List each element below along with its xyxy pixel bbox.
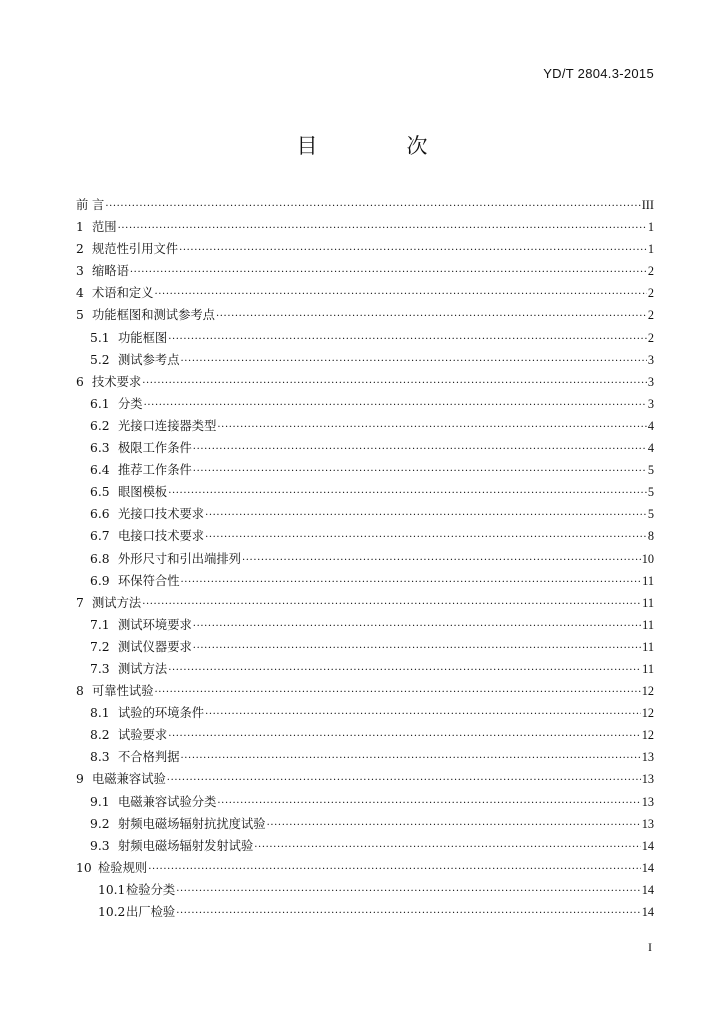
toc-entry-number: 6.3 <box>90 441 110 456</box>
toc-entry[interactable] <box>76 260 654 282</box>
toc-entry[interactable] <box>76 393 654 415</box>
toc-entry-label: 电磁兼容试验 <box>92 772 166 787</box>
toc-entry-page: 12 <box>641 684 654 699</box>
toc-entry-number: 5.1 <box>90 330 110 345</box>
toc-entry-label: 光接口技术要求 <box>118 507 205 522</box>
toc-entry-page: 11 <box>642 573 654 588</box>
toc-entry-number: 9.3 <box>90 838 110 853</box>
toc-leader-dots <box>216 306 647 328</box>
toc-entry-label: 检验分类 <box>126 882 176 897</box>
toc-leader-dots <box>168 660 641 682</box>
toc-entry-page: 3 <box>647 396 654 411</box>
toc-entry-number: 6.4 <box>90 463 110 478</box>
toc-entry-page: 14 <box>641 860 654 875</box>
toc-entry[interactable] <box>76 282 654 304</box>
toc-entry-page: 10 <box>641 551 654 566</box>
toc-entry[interactable] <box>76 548 654 570</box>
toc-entry[interactable] <box>76 614 654 636</box>
toc-entry-page: 3 <box>647 374 654 389</box>
toc-entry-label: 测试仪器要求 <box>118 639 192 654</box>
toc-entry-label: 检验规则 <box>98 860 148 875</box>
toc-entry[interactable] <box>76 437 654 459</box>
toc-entry-number: 10.1 <box>98 882 126 897</box>
toc-entry-label: 分类 <box>118 396 143 411</box>
toc-entry-page: 14 <box>641 905 654 919</box>
toc-entry-number: 10.2 <box>98 905 126 919</box>
toc-entry-page: 5 <box>647 507 654 522</box>
toc-leader-dots <box>130 262 647 284</box>
toc-entry[interactable] <box>76 702 654 724</box>
toc-entry-page: 5 <box>647 485 654 500</box>
toc-entry[interactable] <box>76 658 654 680</box>
toc-entry-page: 2 <box>647 308 654 323</box>
toc-entry-page: 2 <box>647 264 654 279</box>
toc-entry-page: 13 <box>641 794 654 809</box>
toc-entry-number: 7.2 <box>90 639 110 654</box>
toc-entry[interactable] <box>76 238 654 260</box>
toc-leader-dots <box>118 218 647 240</box>
toc-entry[interactable] <box>76 481 654 503</box>
toc-entry[interactable] <box>76 768 654 790</box>
toc-entry-number: 前 <box>76 198 89 212</box>
toc-leader-dots <box>168 483 647 505</box>
toc-leader-dots <box>254 837 640 859</box>
toc-entry-label: 测试环境要求 <box>118 617 192 632</box>
toc-entry-number: 9.2 <box>90 816 110 831</box>
toc-entry-page: 8 <box>647 529 654 544</box>
toc-entry-page: 13 <box>641 816 654 831</box>
toc-entry[interactable] <box>76 349 654 371</box>
toc-leader-dots <box>181 572 642 594</box>
toc-entry-label: 测试参考点 <box>118 352 180 367</box>
toc-entry-number: 6.2 <box>90 418 110 433</box>
toc-entry-label: 外形尺寸和引出端排列 <box>118 551 241 566</box>
toc-leader-dots <box>144 395 647 417</box>
toc-entry[interactable] <box>76 901 654 923</box>
page-title: 目 次 <box>296 134 462 158</box>
toc-entry-label: 不合格判据 <box>118 750 180 765</box>
toc-entry-number: 1 <box>76 220 84 235</box>
toc-entry-number: 6.8 <box>90 551 110 566</box>
toc-entry[interactable] <box>76 304 654 326</box>
toc-entry-number: 5.2 <box>90 352 110 367</box>
toc-entry-number: 9.1 <box>90 794 110 809</box>
toc-entry-page: 1 <box>647 242 654 257</box>
toc-entry-number: 6.1 <box>90 396 110 411</box>
toc-entry-page: 1 <box>647 220 654 235</box>
toc-entry-page: 2 <box>647 286 654 301</box>
toc-entry-number: 7.3 <box>90 661 110 676</box>
toc-entry-page: 11 <box>642 617 654 632</box>
toc-entry-label: 功能框图和测试参考点 <box>92 308 215 323</box>
toc-entry-number: 4 <box>76 286 84 301</box>
toc-entry[interactable] <box>76 680 654 702</box>
toc-leader-dots <box>142 594 641 616</box>
toc-entry-label: 试验要求 <box>118 728 168 743</box>
toc-entry[interactable] <box>76 746 654 768</box>
toc-entry-number: 6.6 <box>90 507 110 522</box>
toc-entry[interactable] <box>76 327 654 349</box>
toc-entry-label: 测试方法 <box>118 661 168 676</box>
toc-entry-label: 射频电磁场辐射发射试验 <box>118 838 254 853</box>
toc-leader-dots <box>155 682 641 704</box>
toc-leader-dots <box>148 859 641 881</box>
toc-entry[interactable] <box>76 835 654 857</box>
toc-entry[interactable] <box>76 857 654 879</box>
toc-entry[interactable] <box>76 791 654 813</box>
toc-entry-label: 电磁兼容试验分类 <box>118 794 217 809</box>
toc-entry-label: 测试方法 <box>92 595 142 610</box>
toc-entry-label: 极限工作条件 <box>118 441 192 456</box>
toc-leader-dots <box>105 196 640 218</box>
toc-entry-number: 8 <box>76 684 84 699</box>
toc-entry-page: 5 <box>647 463 654 478</box>
toc-entry-page: 11 <box>642 595 654 610</box>
toc-entry-page: 11 <box>642 661 654 676</box>
toc-entry-label: 试验的环境条件 <box>118 706 205 721</box>
toc-entry-page: III <box>641 198 654 212</box>
toc-leader-dots <box>242 550 641 572</box>
toc-entry[interactable] <box>76 216 654 238</box>
toc-entry[interactable] <box>76 415 654 437</box>
toc-entry-page: 13 <box>641 772 654 787</box>
toc-leader-dots <box>267 815 641 837</box>
toc-entry-page: 4 <box>647 418 654 433</box>
toc-leader-dots <box>193 638 641 660</box>
toc-entry-label: 环保符合性 <box>118 573 180 588</box>
page-folio: I <box>648 940 652 954</box>
toc-entry-number: 8.2 <box>90 728 110 743</box>
toc-entry[interactable] <box>76 525 654 547</box>
toc-entry-label: 技术要求 <box>92 374 142 389</box>
toc-entry[interactable] <box>76 879 654 901</box>
toc-entry-label: 言 <box>92 198 105 212</box>
toc-leader-dots <box>155 284 647 306</box>
toc-leader-dots <box>168 726 641 748</box>
toc-entry-number: 6.9 <box>90 573 110 588</box>
doc-code: YD/T 2804.3-2015 <box>543 66 654 81</box>
toc-entry-number: 2 <box>76 242 84 257</box>
toc-leader-dots <box>217 417 646 439</box>
toc-leader-dots <box>179 240 647 262</box>
toc-entry-page: 14 <box>641 838 654 853</box>
toc-leader-dots <box>217 793 640 815</box>
toc-entry[interactable] <box>76 459 654 481</box>
toc-leader-dots <box>176 881 641 903</box>
toc-entry-page: 4 <box>647 441 654 456</box>
toc-leader-dots <box>181 748 641 770</box>
toc-entry-page: 3 <box>647 352 654 367</box>
toc-entry-label: 范围 <box>92 220 117 235</box>
toc-leader-dots <box>205 505 647 527</box>
toc-leader-dots <box>176 903 641 925</box>
toc-entry-number: 7 <box>76 595 84 610</box>
toc-entry[interactable] <box>76 570 654 592</box>
toc-leader-dots <box>205 527 647 549</box>
toc-entry[interactable] <box>76 503 654 525</box>
toc-entry[interactable] <box>76 724 654 746</box>
toc-leader-dots <box>167 770 641 792</box>
toc-entry-label: 规范性引用文件 <box>92 242 179 257</box>
toc-entry-number: 8.1 <box>90 706 110 721</box>
toc-entry-page: 2 <box>647 330 654 345</box>
toc-entry-label: 眼图模板 <box>118 485 168 500</box>
toc-entry-page: 11 <box>642 639 654 654</box>
toc-entry[interactable] <box>76 636 654 658</box>
toc-entry[interactable] <box>76 194 654 216</box>
toc-entry-number: 9 <box>76 772 84 787</box>
toc-leader-dots <box>193 439 647 461</box>
toc-entry-page: 12 <box>641 728 654 743</box>
toc-entry-label: 推荐工作条件 <box>118 463 192 478</box>
toc-entry-label: 可靠性试验 <box>92 684 154 699</box>
toc-entry-number: 10 <box>76 860 92 875</box>
toc-entry-label: 功能框图 <box>118 330 168 345</box>
toc-entry-page: 13 <box>641 750 654 765</box>
toc-leader-dots <box>181 351 647 373</box>
toc-entry-number: 6 <box>76 374 84 389</box>
toc-leader-dots <box>205 704 641 726</box>
toc-entry-label: 出厂检验 <box>126 905 176 919</box>
toc-entry-label: 射频电磁场辐射抗扰度试验 <box>118 816 266 831</box>
toc-entry-number: 6.5 <box>90 485 110 500</box>
toc-entry-label: 缩略语 <box>92 264 129 279</box>
toc-entry-number: 5 <box>76 308 84 323</box>
toc-entry[interactable] <box>76 592 654 614</box>
toc-entry-page: 12 <box>641 706 654 721</box>
toc-entry-label: 术语和定义 <box>92 286 154 301</box>
toc-entry-label: 电接口技术要求 <box>118 529 205 544</box>
toc-entry-number: 3 <box>76 264 84 279</box>
toc-leader-dots <box>193 461 647 483</box>
toc-entry[interactable] <box>76 371 654 393</box>
toc-entry-number: 8.3 <box>90 750 110 765</box>
toc-entry[interactable] <box>76 813 654 835</box>
toc-entry-number: 6.7 <box>90 529 110 544</box>
toc-leader-dots <box>193 616 641 638</box>
toc-entry-number: 7.1 <box>90 617 110 632</box>
toc-leader-dots <box>142 373 647 395</box>
toc-leader-dots <box>168 329 647 351</box>
toc-list <box>76 194 654 923</box>
toc-entry-page: 14 <box>641 882 654 897</box>
toc-entry-label: 光接口连接器类型 <box>118 418 217 433</box>
